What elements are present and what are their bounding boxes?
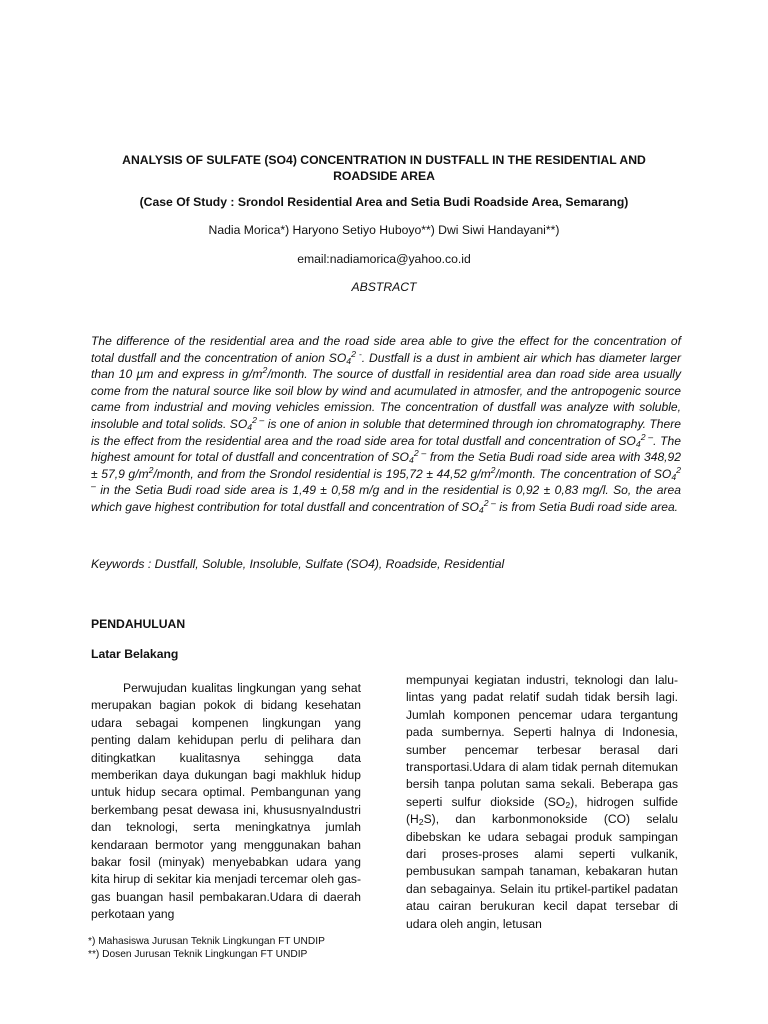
subsection-heading: Latar Belakang	[91, 647, 179, 661]
footnote-lecturer: **) Dosen Jurusan Teknik Lingkungan FT UNDIP	[88, 949, 308, 960]
author-list: Nadia Morica*) Haryono Setiyo Huboyo**) Dwi Siwi Handayani**)	[208, 223, 560, 237]
body-column-right: mempunyai kegiatan industri, teknologi dan lalu-lintas yang padat relatif sudah tidak bersih lagi. Jumlah komponen pencemar udara tergantung pada sumbernya. Seperti halnya di Indonesia, sumber pencemar terbesar berasal dari transportasi.Udara di alam tidak pernah ditemukan bersih tanpa polutan sama sekali. Beberapa gas seperti sulfur diokside $(SO_2)$, hidrogen sulfide $(H_2S)$, dan karbonmonokside (CO) selalu dibebskan ke udara sebagai produk sampingan dari proses-proses alami seperti vulkanik, pembusukan sampah tanaman, kebakaran hutan dan sebagainya. Selain itu prtikel-partikel padatan atau cairan berukuran kecil dapat tersebar di udara oleh angin, letusan	[406, 673, 678, 931]
author-email: email:nadiamorica@yahoo.co.id	[297, 252, 471, 266]
section-heading: PENDAHULUAN	[91, 617, 186, 631]
body-column-left: Perwujudan kualitas lingkungan yang sehat merupakan bagian pokok di bidang kesehatan udara sebagai kompenen lingkungan yang penting dalam kehidupan perlu di pelihara dan ditingkatkan kualitasnya sehingga data memberikan daya dukungan bagi makhluk hidup untuk hidup secara optimal. Pembangunan yang berkembang pesat dewasa ini, khususnyaIndustri dan teknologi, serta meningkatnya jumlah kendaraan bermotor yang menggunakan bahan bakar fosil (minyak) menyebabkan udara yang kita hirup di sekitar kia menjadi tercemar oleh gas-gas buangan hasil pembakaran.Udara di daerah perkotaan yang	[91, 681, 361, 922]
paper-title: ANALYSIS OF SULFATE (SO4) CONCENTRATION IN DUSTFALL IN THE RESIDENTIAL AND ROADSIDE AREA	[122, 153, 646, 183]
paper-subtitle: (Case Of Study : Srondol Residential Area and Setia Budi Roadside Area, Semarang)	[139, 195, 629, 209]
footnotes	[88, 935, 388, 961]
abstract-text: The difference of the residential area and the road side area able to give the effect for the concentration of total dustfall and the concentration of anion $SO_4^{2 -}$. Dustfall is a dust in ambient air which has diameter larger than 10 µm and express in $g/m^2$/month. The source of dustfall in residential area dan road side area usually come from the natural source like soil blow by wind and acumulated in atmosfer, and the antropogenic source came from industrial and moving vehicles emission. The concentration of dustfall was analyze with soluble, insoluble and total solids. $SO_4^{2 -}$ is one of anion in soluble that determined through ion chromatography. There is the effect from the residential area and the road side area for total dustfall and concentration of $SO_4^{2 -}$. The highest amount for total of dustfall and concentration of $SO_4^{2 -}$ from the Setia Budi road side area with 348,92 ± 57,9 $g/m^2$/month, and from the Srondol residential is 195,72 ± 44,52 $g/m^2$/month. The concentration of $SO_4^{2 -}$ in the Setia Budi road side area is 1,49 ± 0,58 m/g and in the residential is 0,92 ± 0,83 mg/l. So, the area which gave highest contribution for total dustfall and concentration of $SO_4^{2 -}$ is from Setia Budi road side area.	[91, 334, 682, 516]
keywords: Keywords : Dustfall, Soluble, Insoluble, Sulfate (SO4), Roadside, Residential	[91, 557, 505, 571]
footnote-student: *) Mahasiswa Jurusan Teknik Lingkungan FT UNDIP	[88, 936, 325, 947]
abstract-heading: ABSTRACT	[351, 280, 417, 294]
